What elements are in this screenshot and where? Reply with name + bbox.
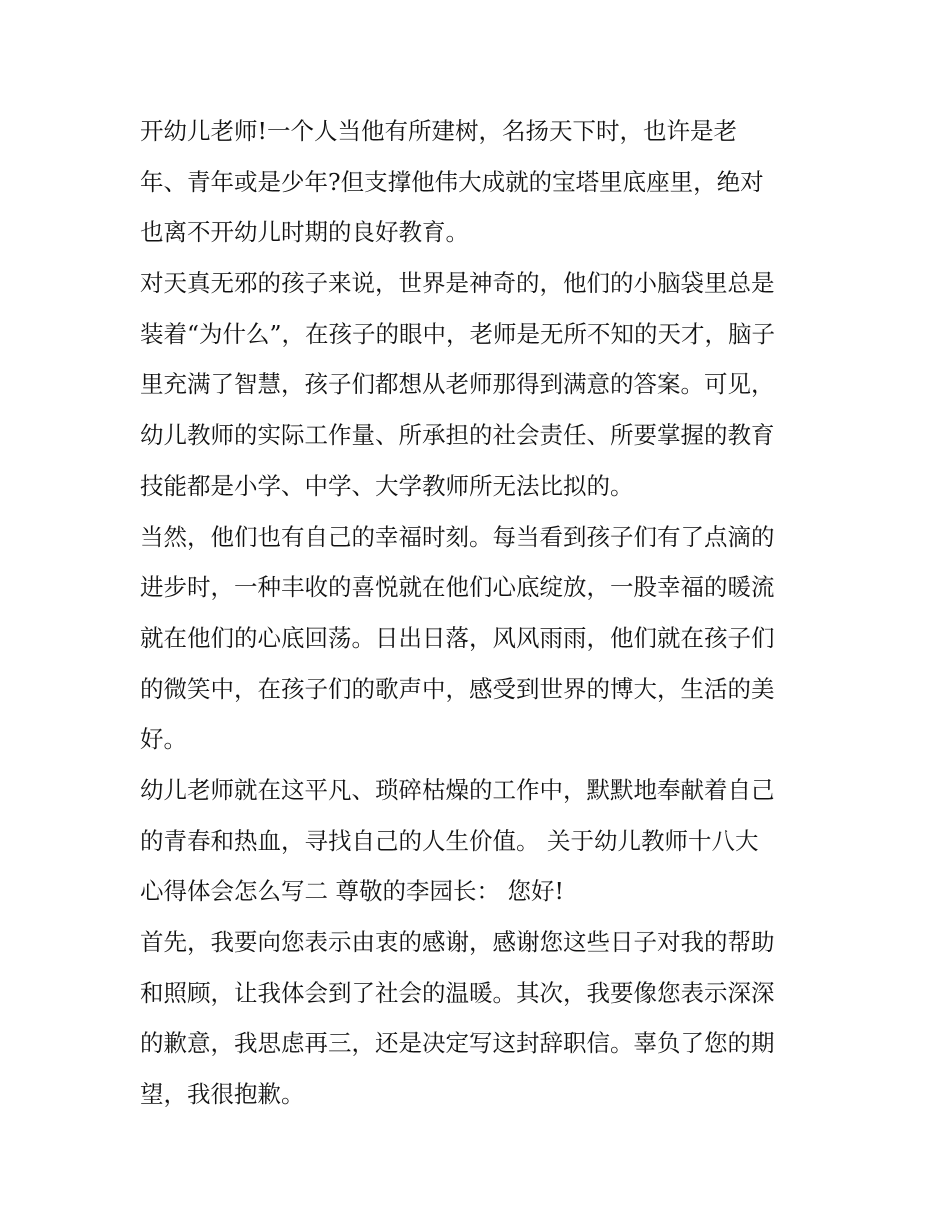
text-line: 的歉意，我思虑再三，还是决定写这封辞职信。辜负了您的期	[140, 1029, 775, 1058]
text-line: 就在他们的心底回荡。日出日落，风风雨雨，他们就在孩子们	[140, 623, 775, 652]
text-line: 心得体会怎么写二 尊敬的李园长： 您好!	[140, 877, 564, 906]
text-line: 的青春和热血，寻找自己的人生价值。 关于幼儿教师十八大	[140, 826, 759, 855]
text-line: 和照顾，让我体会到了社会的温暖。其次，我要像您表示深深	[140, 978, 775, 1007]
text-line: 的微笑中，在孩子们的歌声中，感受到世界的博大，生活的美	[140, 674, 775, 703]
text-line: 幼儿老师就在这平凡、琐碎枯燥的工作中，默默地奉献着自己	[140, 775, 775, 804]
text-line: 对天真无邪的孩子来说，世界是神奇的，他们的小脑袋里总是	[140, 269, 775, 298]
text-line: 幼儿教师的实际工作量、所承担的社会责任、所要掌握的教育	[140, 421, 775, 450]
document-body	[140, 106, 820, 1120]
text-line: 年、青年或是少年?但支撑他伟大成就的宝塔里底座里，绝对	[140, 167, 764, 196]
text-line: 进步时，一种丰收的喜悦就在他们心底绽放，一股幸福的暖流	[140, 573, 775, 602]
text-line: 当然，他们也有自己的幸福时刻。每当看到孩子们有了点滴的	[140, 522, 775, 551]
text-line: 开幼儿老师!一个人当他有所建树，名扬天下时，也许是老	[140, 117, 737, 145]
text-line: 首先，我要向您表示由衷的感谢，感谢您这些日子对我的帮助	[140, 928, 775, 956]
text-line: 技能都是小学、中学、大学教师所无法比拟的。	[140, 471, 634, 500]
text-line: 也离不开幼儿时期的良好教育。	[140, 218, 469, 247]
text-line: 装着“为什么”，在孩子的眼中，老师是无所不知的天才，脑子	[140, 319, 776, 348]
text-line: 好。	[140, 725, 187, 754]
text-line: 望，我很抱歉。	[140, 1080, 305, 1109]
text-line: 里充满了智慧，孩子们都想从老师那得到满意的答案。可见，	[140, 370, 775, 399]
